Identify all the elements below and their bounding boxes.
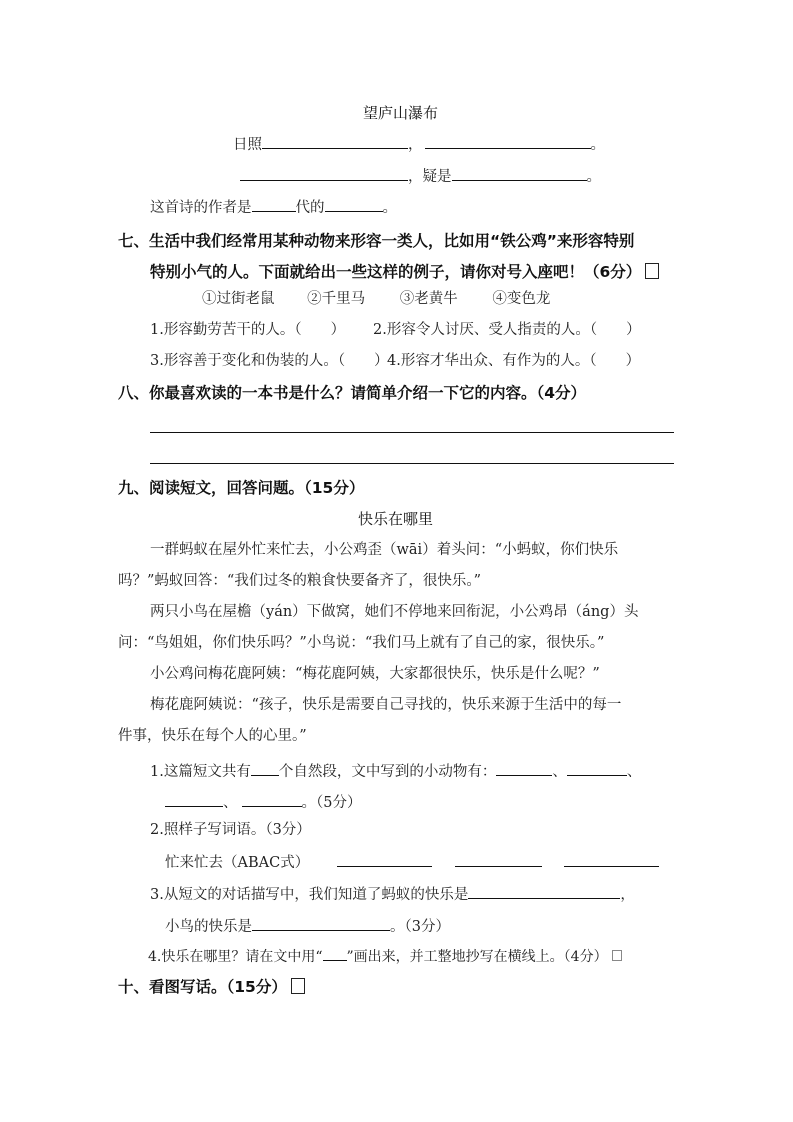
answer-blank[interactable]	[455, 851, 542, 867]
story-line: 一群蚂蚁在屋外忙来忙去，小公鸡歪（wāi）着头问：“小蚂蚁，你们快乐	[150, 542, 619, 558]
answer-blank[interactable]	[564, 851, 659, 867]
answer-blank[interactable]	[262, 133, 408, 149]
q9-sub3	[150, 883, 635, 905]
poem-author-line	[150, 196, 397, 218]
answer-blank[interactable]	[496, 760, 552, 776]
q10-heading	[118, 977, 305, 997]
story-line: 梅花鹿阿姨说：“孩子，快乐是需要自己寻找的，快乐来源于生活中的每一	[150, 697, 622, 713]
punct: ，	[620, 887, 635, 903]
punct: 。	[590, 137, 605, 153]
option: ③老黄牛	[399, 291, 458, 307]
punct: 、	[552, 764, 567, 780]
answer-blank[interactable]	[251, 760, 279, 776]
q7-item: 3.形容善于变化和伪装的人。（ ）	[150, 353, 389, 369]
text: 小鸟的快乐是	[165, 919, 252, 935]
poem-line-2	[240, 165, 601, 187]
punct: 、	[626, 764, 642, 780]
text: 忙来忙去（ABAC式）	[165, 855, 310, 871]
answer-blank[interactable]	[452, 165, 587, 181]
text: 1.这篇短文共有	[150, 764, 251, 780]
underline-sample	[323, 945, 347, 961]
answer-blank[interactable]	[567, 760, 627, 776]
text: 特别小气的人。下面就给出一些这样的例子，请你对号入座吧！（6分）	[150, 263, 642, 281]
punct: 。	[586, 169, 601, 185]
answer-blank[interactable]	[252, 196, 296, 212]
text: 4.快乐在哪里？请在文中用“	[148, 949, 323, 965]
option: ②千里马	[307, 291, 366, 307]
answer-blank[interactable]	[425, 133, 591, 149]
q9-heading: 九、阅读短文，回答问题。（15分）	[118, 479, 365, 497]
q7-item: 4.形容才华出众、有作为的人。（ ）	[387, 353, 641, 369]
punct: ，	[408, 137, 423, 153]
answer-blank[interactable]	[337, 851, 432, 867]
q9-sub2-example	[165, 851, 659, 873]
text: 十、看图写话。（15分）	[118, 978, 287, 996]
story-line: 问：“鸟姐姐，你们快乐吗？”小鸟说：“我们马上就有了自己的家，很快乐。”	[118, 635, 605, 651]
story-title: 快乐在哪里	[358, 510, 434, 528]
q9-sub2: 2.照样子写词语。（3分）	[150, 822, 311, 838]
q9-sub4	[148, 945, 622, 967]
checkbox-icon	[291, 978, 305, 994]
q9-sub1	[150, 760, 641, 782]
text: ”画出来，并工整地抄写在横线上。（4分）	[346, 949, 608, 965]
q7-options	[202, 289, 550, 309]
story-line: 小公鸡问梅花鹿阿姨：“梅花鹿阿姨，大家都很快乐，快乐是什么呢？”	[150, 666, 600, 682]
story-line: 吗？”蚂蚁回答：“我们过冬的粮食快要备齐了，很快乐。”	[118, 573, 481, 589]
answer-blank[interactable]	[252, 915, 390, 931]
text: 代的	[295, 200, 325, 216]
text: 。（5分）	[301, 795, 362, 811]
text: 3.从短文的对话描写中，我们知道了蚂蚁的快乐是	[150, 887, 469, 903]
q7-item: 1.形容勤劳苦干的人。（ ）	[150, 322, 346, 338]
text: 这首诗的作者是	[150, 200, 252, 216]
story-line: 两只小鸟在屋檐（yán）下做窝，她们不停地来回衔泥，小公鸡昂（áng）头	[150, 604, 639, 620]
q7-heading-2	[150, 262, 659, 282]
checkbox-icon	[645, 263, 659, 279]
story-line: 件事，快乐在每个人的心里。”	[118, 728, 307, 744]
poem-text: ，疑是	[408, 169, 452, 185]
poem-text: 日照	[233, 137, 262, 153]
text: 个自然段，文中写到的小动物有：	[278, 764, 497, 780]
poem-line-1	[233, 133, 605, 155]
poem-title: 望庐山瀑布	[363, 104, 439, 122]
punct: 、	[223, 795, 238, 811]
answer-line[interactable]	[150, 463, 674, 464]
text: 。（3分）	[390, 919, 450, 935]
q9-sub1-cont	[165, 791, 361, 813]
answer-blank[interactable]	[240, 165, 408, 181]
q7-item: 2.形容令人讨厌、受人指责的人。（ ）	[373, 322, 641, 338]
option: ①过街老鼠	[202, 291, 275, 307]
answer-line[interactable]	[150, 432, 674, 433]
checkbox-icon	[612, 950, 622, 961]
answer-blank[interactable]	[242, 791, 302, 807]
q8-heading: 八、你最喜欢读的一本书是什么？请简单介绍一下它的内容。（4分）	[118, 384, 587, 402]
option: ④变色龙	[492, 291, 551, 307]
answer-blank[interactable]	[325, 196, 383, 212]
punct: 。	[382, 200, 397, 216]
answer-blank[interactable]	[165, 791, 223, 807]
q7-heading-1: 七、生活中我们经常用某种动物来形容一类人，比如用“铁公鸡”来形容特别	[118, 232, 635, 250]
answer-blank[interactable]	[468, 883, 620, 899]
q9-sub3-cont	[165, 915, 450, 937]
